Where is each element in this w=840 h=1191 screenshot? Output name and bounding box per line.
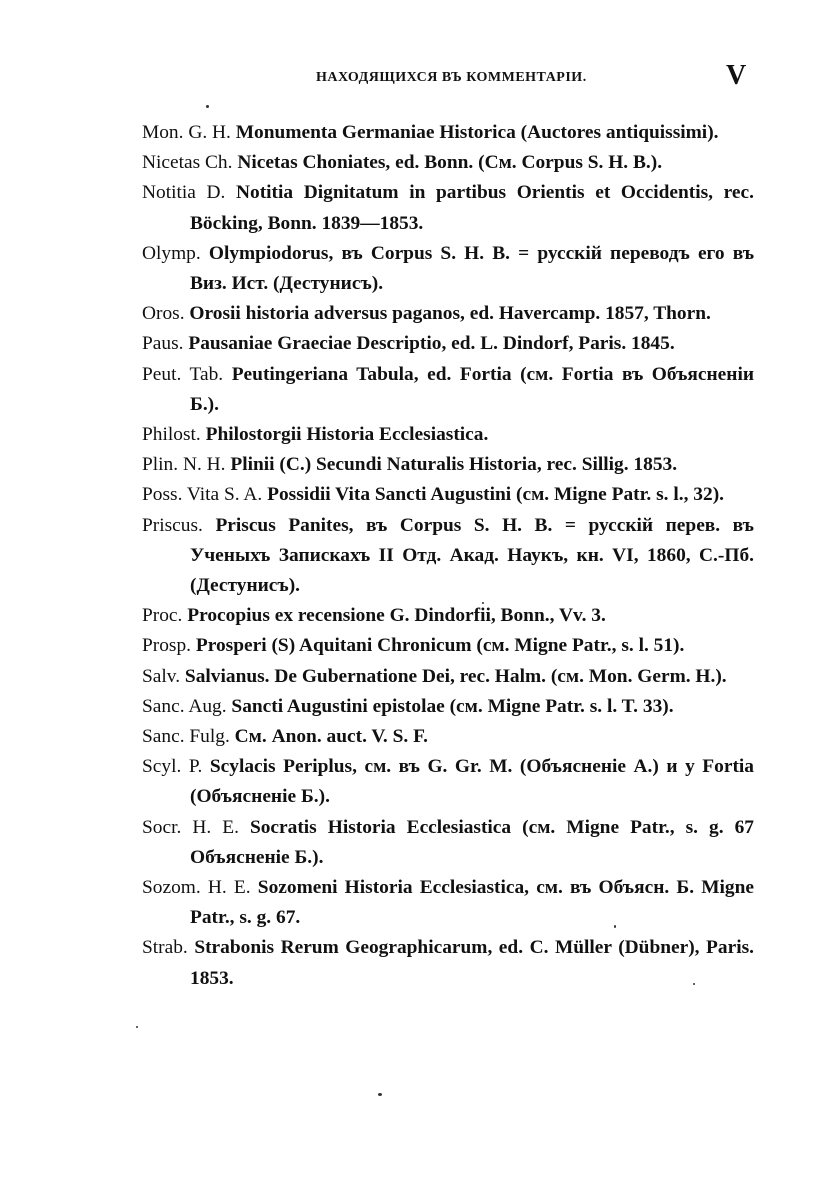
print-speck [206, 105, 209, 108]
entry-text: Scylacis Periplus, см. въ G. Gr. M. (Объясненіе А.) и у Fortia (Объясненіе Б.). [190, 756, 754, 808]
list-item [142, 360, 754, 420]
entry-abbreviation: Strab. [142, 937, 188, 959]
list-item [142, 178, 754, 238]
entry-text: Pausaniae Graeciae Descriptio, ed. L. Dindorf, Paris. 1845. [188, 333, 675, 355]
list-item [142, 420, 754, 450]
entry-text: Salvianus. De Gubernatione Dei, rec. Halm. (см. Mon. Germ. H.). [184, 665, 727, 687]
list-item [142, 692, 754, 722]
entry-abbreviation: Sanc. Aug. [142, 695, 227, 717]
abbreviation-list [142, 118, 754, 994]
print-speck [482, 602, 484, 604]
list-item [142, 450, 754, 480]
entry-abbreviation: Proc. [142, 605, 183, 627]
list-item [142, 631, 754, 661]
entry-abbreviation: Nicetas Ch. [142, 152, 233, 174]
entry-abbreviation: Philost. [142, 424, 201, 446]
page-number: V [726, 60, 747, 91]
entry-text: Strabonis Rerum Geographicarum, ed. C. Müller (Dübner), Paris. 1853. [190, 937, 754, 989]
print-speck [614, 925, 616, 928]
list-item [142, 511, 754, 602]
entry-text: Procopius ex recensione G. Dindorfii, Bonn., Vv. 3. [187, 605, 606, 627]
entry-text: Philostorgii Historia Ecclesiastica. [205, 424, 489, 446]
entry-abbreviation: Olymp. [142, 242, 201, 264]
entry-abbreviation: Socr. H. E. [142, 816, 239, 838]
entry-text: Sozomeni Historia Ecclesiastica, см. въ Объясн. Б. Migne Patr., s. g. 67. [190, 877, 754, 929]
list-item [142, 299, 754, 329]
list-item [142, 601, 754, 631]
entry-text: Orosii historia adversus paganos, ed. Havercamp. 1857, Thorn. [189, 303, 711, 325]
entry-abbreviation: Salv. [142, 665, 181, 687]
list-item [142, 480, 754, 510]
entry-abbreviation: Plin. N. H. [142, 454, 226, 476]
entry-abbreviation: Poss. Vita S. A. [142, 484, 263, 506]
entry-text: Plinii (C.) Secundi Naturalis Historia, rec. Sillig. 1853. [230, 454, 678, 476]
entry-text: Notitia Dignitatum in partibus Orientis et Occidentis, rec. Böcking, Bonn. 1839—1853. [190, 182, 754, 234]
entry-abbreviation: Sozom. H. E. [142, 877, 251, 899]
list-item [142, 239, 754, 299]
entry-text: Peutingeriana Tabula, ed. Fortia (см. Fortia въ Объясненіи Б.). [190, 363, 754, 415]
entry-text: Possidii Vita Sancti Augustini (см. Migne Patr. s. l., 32). [267, 484, 724, 506]
entry-abbreviation: Prosp. [142, 635, 192, 657]
entry-abbreviation: Notitia D. [142, 182, 226, 204]
print-speck [136, 1026, 138, 1028]
entry-abbreviation: Peut. Tab. [142, 363, 224, 385]
list-item [142, 148, 754, 178]
entry-abbreviation: Priscus. [142, 514, 203, 536]
list-item [142, 118, 754, 148]
entry-abbreviation: Scyl. P. [142, 756, 203, 778]
entry-text: Prosperi (S) Aquitani Chronicum (см. Migne Patr., s. l. 51). [195, 635, 685, 657]
entry-abbreviation: Paus. [142, 333, 184, 355]
list-item [142, 752, 754, 812]
entry-abbreviation: Oros. [142, 303, 185, 325]
entry-text: Sancti Augustini epistolae (см. Migne Patr. s. l. T. 33). [231, 695, 674, 717]
entry-text: Monumenta Germaniae Historica (Auctores antiquissimi). [235, 122, 719, 143]
entry-text: Socratis Historia Ecclesiastica (см. Migne Patr., s. g. 67 Объясненіе Б.). [190, 816, 754, 868]
print-speck [693, 983, 695, 985]
list-item [142, 873, 754, 933]
list-item [142, 662, 754, 692]
entry-text: Olympiodorus, въ Corpus S. H. B. = русскій переводъ его въ Виз. Ист. (Дестунисъ). [190, 242, 754, 295]
entry-text: Nicetas Choniates, ed. Bonn. (См. Corpus S. H. B.). [237, 152, 663, 174]
entry-abbreviation: Mon. G. H. [142, 122, 231, 143]
running-title: НАХОДЯЩИХСЯ ВЪ КОММЕНТАРІИ. [316, 70, 587, 85]
entry-text: Priscus Panites, въ Corpus S. H. B. = русскій перев. въ Ученыхъ Запискахъ II Отд. Акад. Наукъ, кн. VI, 1860, С.-Пб. (Дестунисъ). [190, 514, 754, 597]
list-item [142, 722, 754, 752]
list-item [142, 813, 754, 873]
list-item [142, 329, 754, 359]
list-item [142, 933, 754, 993]
print-speck [378, 1093, 382, 1096]
entry-text: См. Anon. auct. V. S. F. [234, 726, 429, 748]
entry-abbreviation: Sanc. Fulg. [142, 726, 230, 748]
